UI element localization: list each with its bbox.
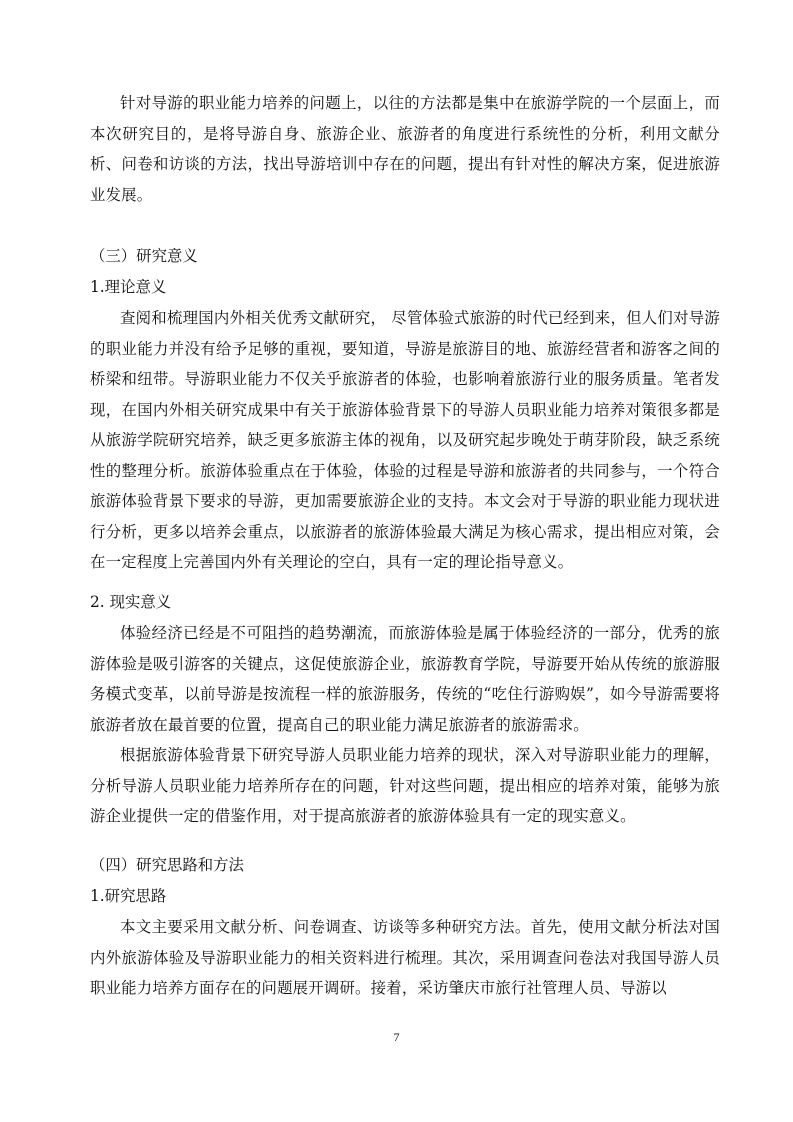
paragraph-practical-significance-2: 根据旅游体验背景下研究导游人员职业能力培养的现状，深入对导游职业能力的理解，分析导游人员职业能力培养所存在的问题，针对这些问题，提出相应的培养对策，能够为旅游企业提供一定的借鉴作用，对于提高旅游者的旅游体验具有一定的现实意义。: [90, 746, 720, 825]
subheading-research-approach: 1.研究思路: [90, 887, 167, 905]
paragraph-research-approach: 本文主要采用文献分析、问卷调查、访谈等多种研究方法。首先，使用文献分析法对国内外旅游体验及导游职业能力的相关资料进行梳理。其次，采用调查问卷法对我国导游人员职业能力培养方面存在的问题展开调研。接着，采访肇庆市旅行社管理人员、导游以: [90, 918, 720, 997]
section-heading-research-significance: （三）研究意义: [90, 247, 198, 265]
page-number: 7: [393, 1030, 400, 1044]
paragraph-intro: 针对导游的职业能力培养的问题上，以往的方法都是集中在旅游学院的一个层面上，而本次研究目的，是将导游自身、旅游企业、旅游者的角度进行系统性的分析，利用文献分析、问卷和访谈的方法，找出导游培训中存在的问题，提出有针对性的解决方案，促进旅游业发展。: [90, 94, 720, 204]
paragraph-practical-significance-1: 体验经济已经是不可阻挡的趋势潮流，而旅游体验是属于体验经济的一部分，优秀的旅游体验是吸引游客的关键点，这促使旅游企业，旅游教育学院，导游要开始从传统的旅游服务模式变革，以前导游是按流程一样的旅游服务，传统的“吃住行游购娱”，如今导游需要将旅游者放在最首要的位置，提高自己的职业能力满足旅游者的旅游需求。: [90, 624, 720, 734]
paragraph-theoretical-significance: 查阅和梳理国内外相关优秀文献研究， 尽管体验式旅游的时代已经到来，但人们对导游的职业能力并没有给予足够的重视，要知道，导游是旅游目的地、旅游经营者和游客之间的桥梁和纽带。导游职业能力不仅关乎旅游者的体验，也影响着旅游行业的服务质量。笔者发现，在国内外相关研究成果中有关于旅游体验背景下的导游人员职业能力培养对策很多都是从旅游学院研究培养，缺乏更多旅游主体的视角，以及研究起步晚处于萌芽阶段，缺乏系统性的整理分析。旅游体验重点在于体验，体验的过程是导游和旅游者的共同参与，一个符合旅游体验背景下要求的导游，更加需要旅游企业的支持。本文会对于导游的职业能力现状进行分析，更多以培养会重点，以旅游者的旅游体验最大满足为核心需求，提出相应对策，会在一定程度上完善国内外有关理论的空白，具有一定的理论指导意义。: [90, 309, 720, 571]
subheading-theoretical-significance: 1.理论意义: [90, 278, 167, 296]
subheading-practical-significance: 2. 现实意义: [90, 593, 172, 611]
section-heading-research-approach-methods: （四）研究思路和方法: [90, 856, 244, 874]
